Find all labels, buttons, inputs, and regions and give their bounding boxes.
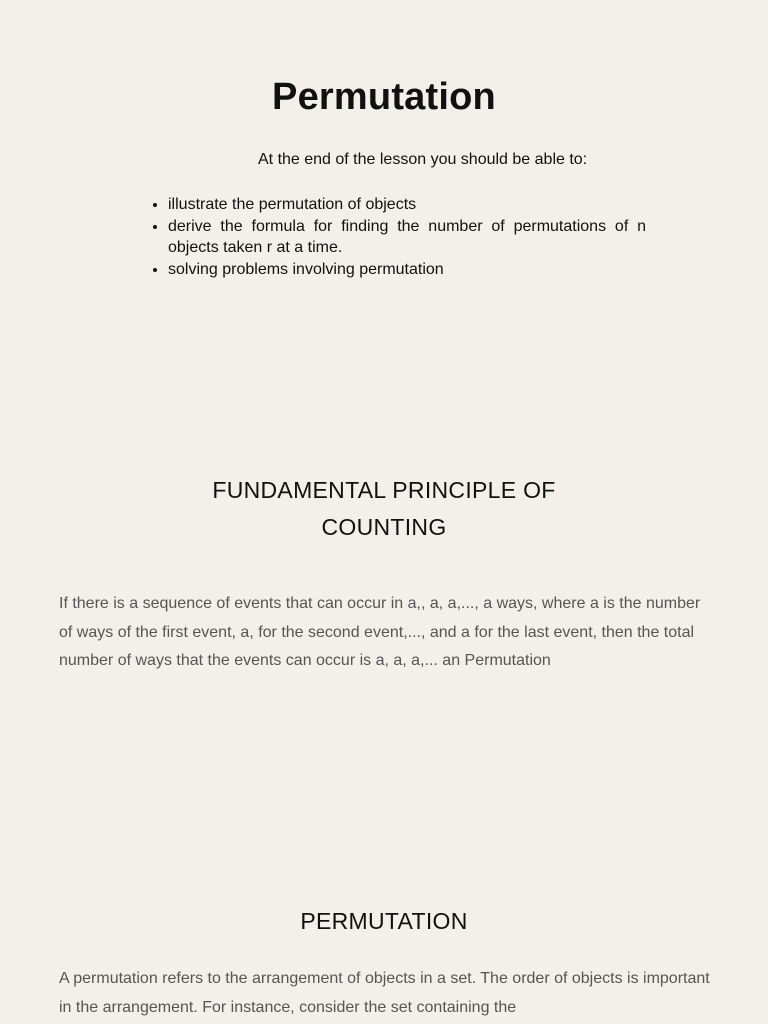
page-title: Permutation [272,76,496,118]
objective-item: • derive the formula for finding the number of permutations of n objects taken r at a time. [168,216,646,259]
fundamental-principle-paragraph: If there is a sequence of events that can occur in a,, a, a,..., a ways, where a is the number of ways of the first event, a, for the second event,..., and a for the last event, then the total number of ways that the events can occur is a, a, a,... an Permutation [59,595,701,669]
lesson-intro: At the end of the lesson you should be able to: [258,151,588,168]
section-heading-fundamental-principle [0,472,768,546]
objectives-list [152,194,646,280]
heading-line: FUNDAMENTAL PRINCIPLE OF [212,477,556,503]
objective-item: • illustrate the permutation of objects [168,194,646,216]
heading-line: COUNTING [321,514,447,540]
section-heading-permutation: PERMUTATION [300,908,468,934]
objective-item: • solving problems involving permutation [168,259,646,281]
permutation-paragraph: A permutation refers to the arrangement of objects in a set. The order of objects is important in the arrangement. For instance, consider the set containing the [59,970,710,1016]
